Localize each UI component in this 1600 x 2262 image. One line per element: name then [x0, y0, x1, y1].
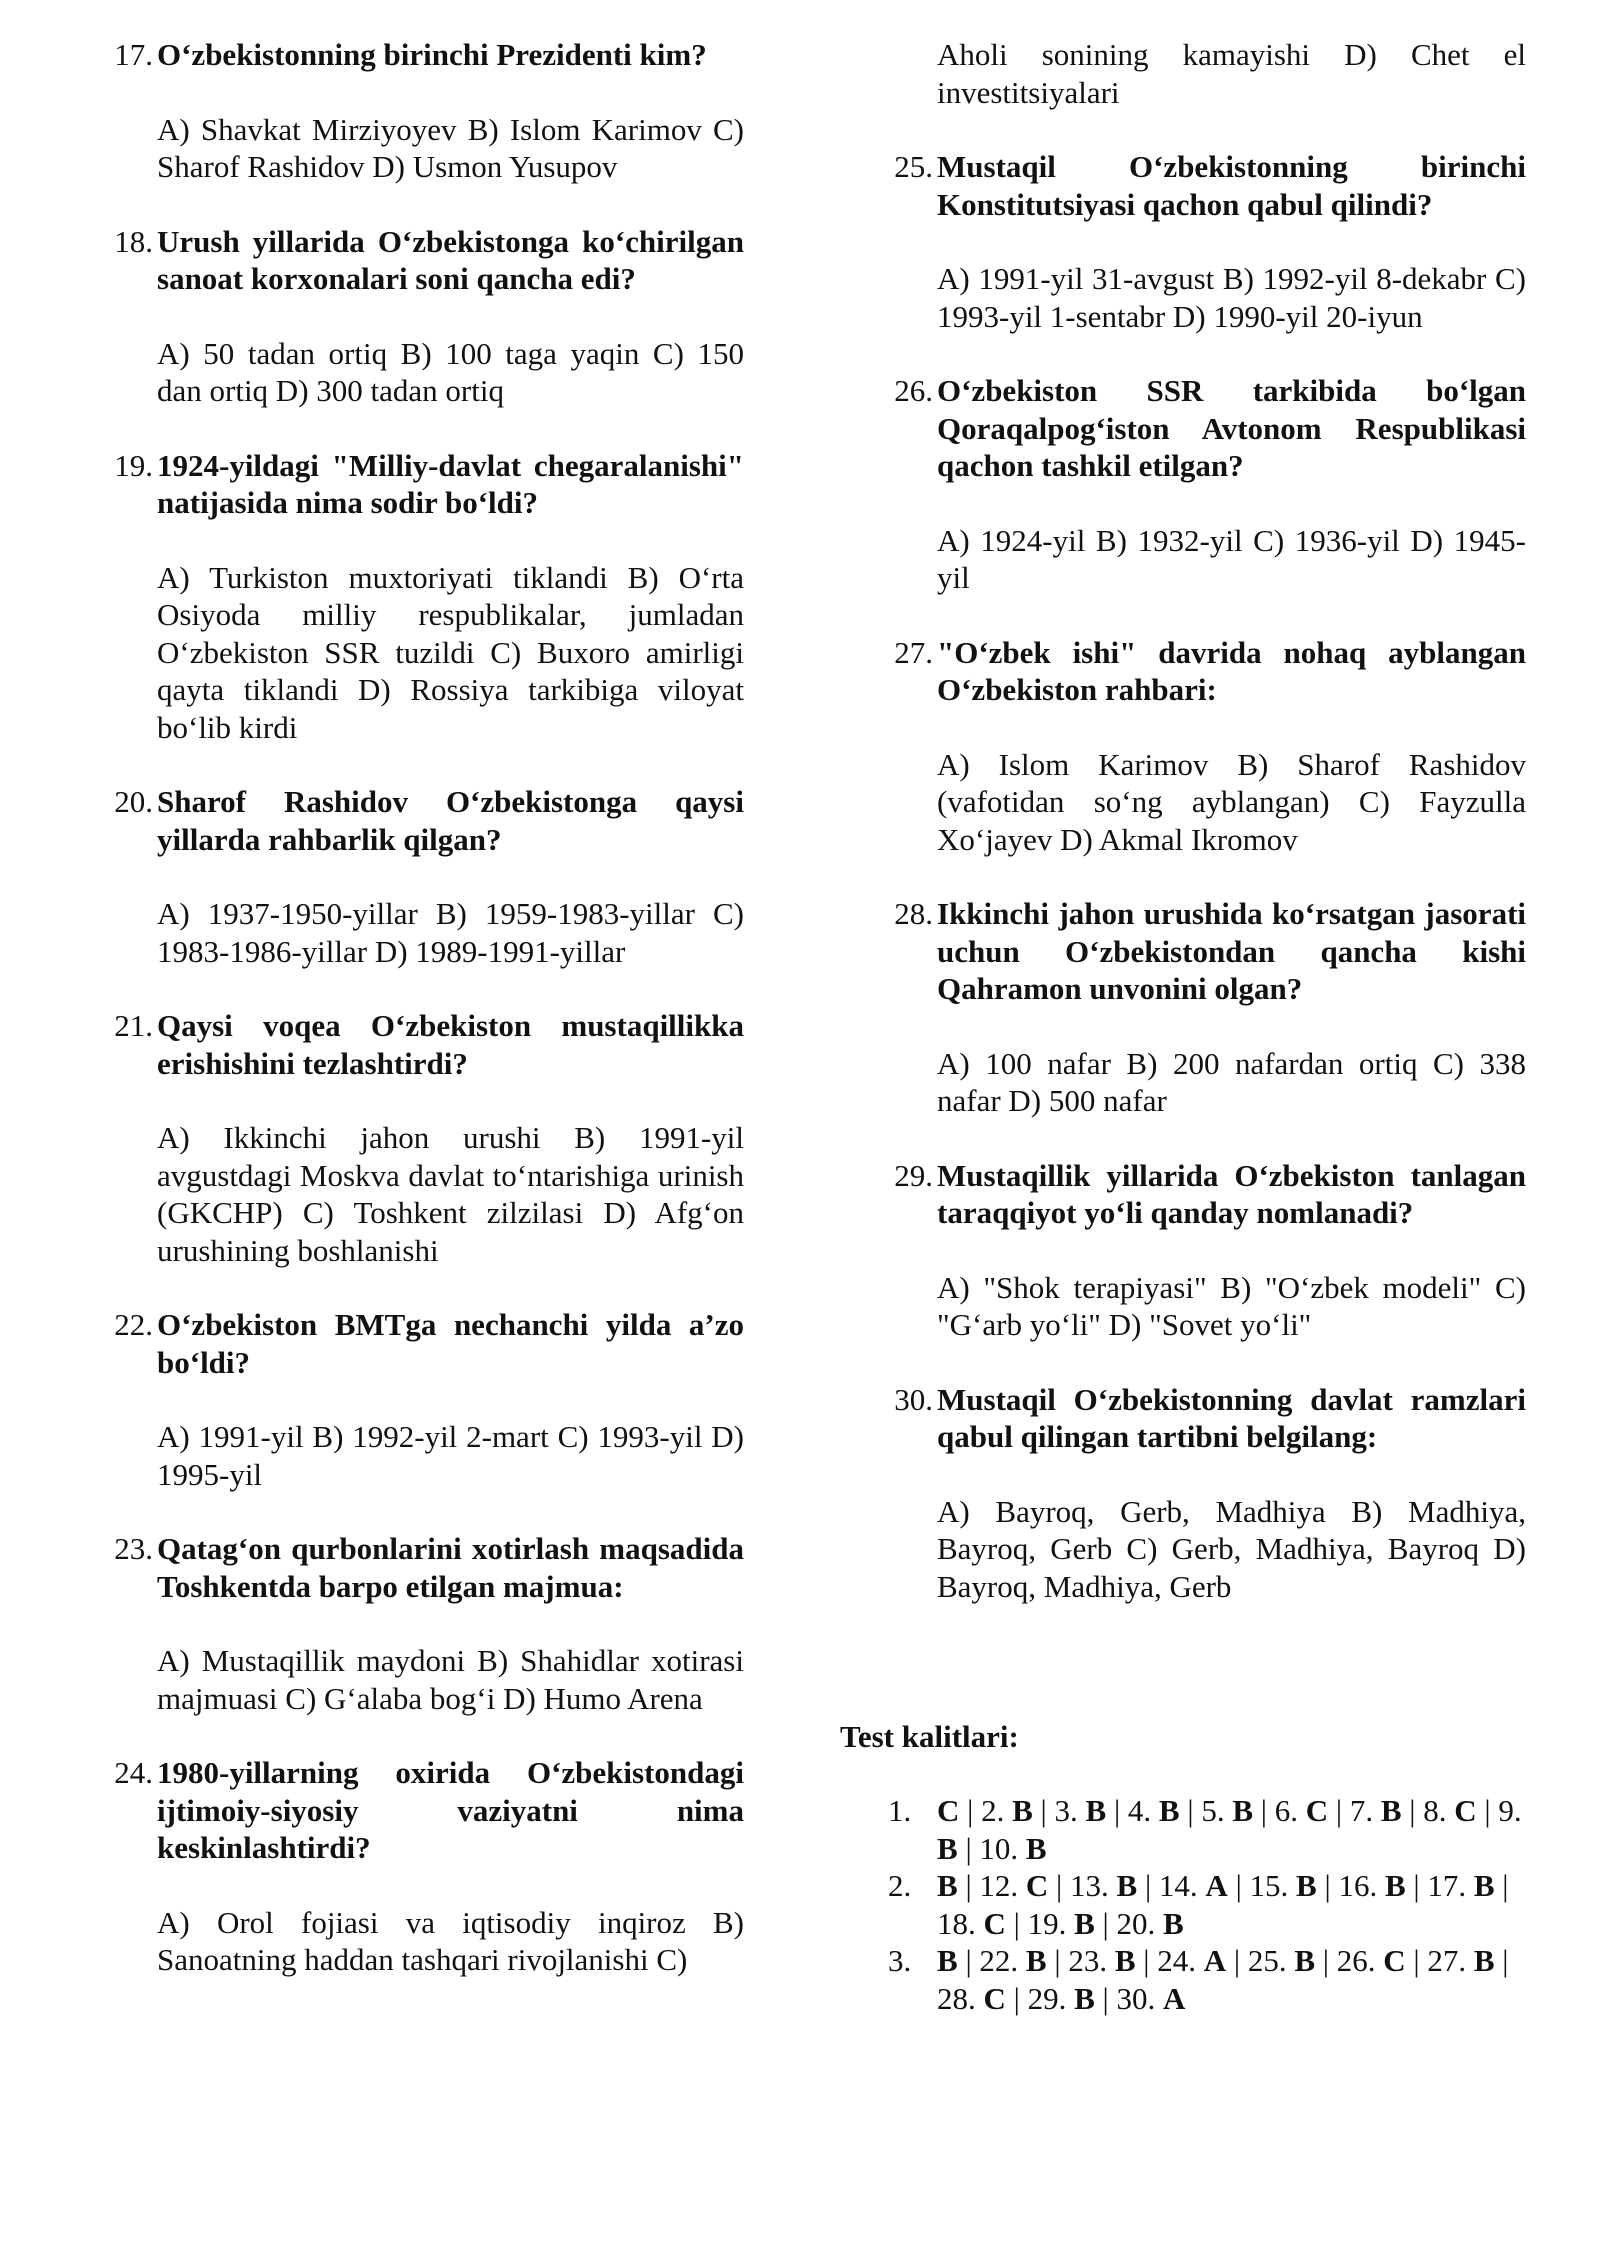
answer-key-question-number: 16. — [1338, 1868, 1378, 1903]
answer-key-question-number: 17. — [1427, 1868, 1467, 1903]
question-item — [104, 1754, 744, 1979]
answer-key-question-number: 19. — [1027, 1905, 1067, 1941]
answer-key-letter: C — [1025, 1868, 1049, 1903]
answer-key-letter: B — [937, 1830, 958, 1866]
question-number: 24. — [114, 1755, 153, 1790]
question-body — [157, 447, 744, 747]
question-number: 19. — [114, 447, 153, 483]
answer-key-letter: B — [1116, 1868, 1138, 1903]
question-body — [937, 1381, 1526, 1606]
question-body — [937, 1157, 1526, 1344]
answer-key-question-number: 8. — [1423, 1793, 1447, 1828]
question-text: "O‘zbek ishi" davrida nohaq ayblangan O‘zbekiston rahbari: — [937, 634, 1526, 707]
answer-key-question-number: 18. — [937, 1905, 976, 1941]
question-options: A) Orol fojiasi va iqtisodiy inqiroz B) Sanoatning haddan tashqari rivojlanishi C) — [157, 1904, 744, 1977]
answer-key-question-number: 9. — [1498, 1793, 1522, 1828]
question-number: 20. — [114, 784, 153, 819]
question-text: Mustaqil O‘zbekistonning birinchi Konstitutsiyasi qachon qabul qilindi? — [937, 149, 1526, 222]
answer-key-question-number: 25. — [1247, 1943, 1287, 1978]
answer-key-letter: B — [937, 1868, 958, 1903]
question-options: A) Ikkinchi jahon urushi B) 1991-yil avgustdagi Moskva davlat to‘ntarishiga urinish (GKCHP) C) Toshkent zilzilasi D) Afg‘on urushining boshlanishi — [157, 1120, 744, 1268]
answer-key-letter: B — [1384, 1868, 1406, 1903]
question-body — [157, 783, 744, 970]
question-text: Urush yillarida O‘zbekistonga ko‘chirilgan sanoat korxonalari soni qancha edi? — [157, 223, 744, 296]
answer-key-letter: B — [1012, 1793, 1033, 1828]
answer-key-row-number: 3. — [888, 1943, 912, 1978]
question-number: 23. — [114, 1531, 153, 1566]
answer-key-question-number: 30. — [1116, 1980, 1156, 2016]
question-options: A) 1937-1950-yillar B) 1959-1983-yillar C) 1983-1986-yillar D) 1989-1991-yillar — [157, 896, 744, 969]
question-text: Mustaqil O‘zbekistonning davlat ramzlari qabul qilingan tartibni belgilang: — [937, 1381, 1526, 1454]
answer-key-question-number: 29. — [1027, 1980, 1067, 2016]
answer-key-letter: B — [1074, 1980, 1095, 2016]
question-number: 22. — [114, 1307, 153, 1342]
answer-key-letter: B — [1025, 1830, 1047, 1866]
answer-key-letter: C — [1305, 1793, 1329, 1828]
question-text: Qaysi voqea O‘zbekiston mustaqillikka erishishini tezlashtirdi? — [157, 1008, 744, 1081]
answer-key-letter: B — [1473, 1943, 1495, 1978]
question-body — [937, 148, 1526, 335]
answer-key-letter: A — [1163, 1980, 1186, 2016]
question-body — [157, 223, 744, 410]
question-item — [104, 223, 744, 410]
question-item — [884, 1381, 1526, 1606]
question-item — [104, 1530, 744, 1717]
question-item — [104, 1007, 744, 1269]
question-body — [157, 1306, 744, 1493]
answer-key-question-number: 28. — [937, 1980, 976, 2016]
question-options: A) 50 tadan ortiq B) 100 taga yaqin C) 150 dan ortiq D) 300 tadan ortiq — [157, 335, 744, 408]
answer-key-row-number: 1. — [888, 1793, 912, 1828]
answer-key-question-number: 2. — [981, 1793, 1005, 1828]
answer-key-question-number: 22. — [979, 1943, 1019, 1978]
answer-key-question-number: 4. — [1127, 1793, 1152, 1828]
question-options: A) Mustaqillik maydoni B) Shahidlar xotirasi majmuasi C) G‘alaba bog‘i D) Humo Arena — [157, 1643, 744, 1716]
question-options: A) 1991-yil 31-avgust B) 1992-yil 8-dekabr C) 1993-yil 1-sentabr D) 1990-yil 20-iyun — [937, 261, 1526, 334]
right-column — [884, 36, 1526, 1642]
answer-key-question-number: 13. — [1070, 1868, 1109, 1903]
right-question-list — [884, 148, 1526, 1605]
question-options: A) 1991-yil B) 1992-yil 2-mart C) 1993-yil D) 1995-yil — [157, 1419, 744, 1492]
answer-key-row — [884, 1942, 1526, 2017]
question-item — [884, 895, 1526, 1120]
answer-key-question-number: 24. — [1157, 1943, 1196, 1978]
question-options: A) 100 nafar B) 200 nafardan ortiq C) 338 nafar D) 500 nafar — [937, 1045, 1526, 1118]
question-number: 27. — [894, 634, 933, 670]
answer-key-letter: C — [1454, 1793, 1477, 1828]
question-options: A) "Shok terapiyasi" B) "O‘zbek modeli" C) "G‘arb yo‘li" D) "Sovet yo‘li" — [937, 1269, 1526, 1342]
question-options: A) Bayroq, Gerb, Madhiya B) Madhiya, Bayroq, Gerb C) Gerb, Madhiya, Bayroq D) Bayroq, Madhiya, Gerb — [937, 1493, 1526, 1604]
question-options: A) Turkiston muxtoriyati tiklandi B) O‘rta Osiyoda milliy respublikalar, jumladan O‘zbekiston SSR tuzildi C) Buxoro amirligi qayta tiklandi D) Rossiya tarkibiga viloyat bo‘lib kirdi — [157, 559, 744, 745]
question-24-options-continued: Aholi sonining kamayishi D) Chet el investitsiyalari — [937, 37, 1526, 110]
question-body — [937, 895, 1526, 1120]
question-body — [157, 1754, 744, 1979]
question-number: 29. — [894, 1157, 933, 1193]
question-text: Sharof Rashidov O‘zbekistonga qaysi yillarda rahbarlik qilgan? — [157, 784, 744, 857]
question-text: Mustaqillik yillarida O‘zbekiston tanlagan taraqqiyot yo‘li qanday nomlanadi? — [937, 1157, 1526, 1230]
question-number: 17. — [114, 37, 153, 72]
left-column — [104, 36, 744, 2016]
question-options: A) 1924-yil B) 1932-yil C) 1936-yil D) 1945-yil — [937, 522, 1526, 595]
question-options: A) Shavkat Mirziyoyev B) Islom Karimov C) Sharof Rashidov D) Usmon Yusupov — [157, 111, 744, 184]
answer-key-letter: C — [983, 1905, 1006, 1941]
question-text: O‘zbekistonning birinchi Prezidenti kim? — [157, 37, 707, 72]
answer-key-letter: A — [1205, 1868, 1228, 1903]
answer-key-question-number: 7. — [1349, 1793, 1374, 1828]
question-number: 21. — [114, 1008, 153, 1043]
answer-key-letter: B — [1025, 1943, 1047, 1978]
answer-key-letter: C — [937, 1793, 960, 1828]
question-number: 25. — [894, 149, 933, 184]
question-body — [937, 634, 1526, 859]
question-text: O‘zbekiston BMTga nechanchi yilda a’zo bo‘ldi? — [157, 1307, 744, 1380]
answer-key-letter: B — [1114, 1943, 1136, 1978]
question-number: 30. — [894, 1381, 933, 1417]
answer-key-question-number: 12. — [979, 1868, 1019, 1903]
answer-key-letter: B — [1294, 1943, 1316, 1978]
answer-key-row-items: B | 12. C | 13. B | 14. A | 15. B | 16. B | 17. B | 18. C | 19. B | 20. B — [937, 1868, 1509, 1941]
answer-key-letter: B — [1232, 1793, 1254, 1828]
answer-key-question-number: 20. — [1116, 1905, 1156, 1941]
answer-key-row — [884, 1867, 1526, 1942]
answer-key-row — [884, 1792, 1526, 1867]
question-text: O‘zbekiston SSR tarkibida bo‘lgan Qoraqalpog‘iston Avtonom Respublikasi qachon tashkil etilgan? — [937, 373, 1526, 483]
answer-key-question-number: 23. — [1068, 1943, 1108, 1978]
answer-key-title: Test kalitlari: — [840, 1719, 1019, 1754]
question-body — [157, 1530, 744, 1717]
question-options: A) Islom Karimov B) Sharof Rashidov (vafotidan so‘ng ayblangan) C) Fayzulla Xo‘jayev D) Akmal Ikromov — [937, 746, 1526, 857]
question-item — [884, 372, 1526, 597]
answer-key-letter: B — [1473, 1868, 1495, 1903]
answer-key-letter: B — [1380, 1793, 1402, 1828]
question-text: Ikkinchi jahon urushida ko‘rsatgan jasorati uchun O‘zbekistondan qancha kishi Qahramon unvonini olgan? — [937, 896, 1526, 1006]
question-text: Qatag‘on qurbonlarini xotirlash maqsadida Toshkentda barpo etilgan majmua: — [157, 1531, 744, 1604]
answer-key-question-number: 3. — [1054, 1793, 1078, 1828]
answer-key-question-number: 27. — [1427, 1943, 1467, 1978]
answer-key-question-number: 10. — [979, 1830, 1019, 1866]
answer-key-letter: A — [1203, 1943, 1227, 1978]
answer-key-row-items: C | 2. B | 3. B | 4. B | 5. B | 6. C | 7. B | 8. C | 9. B | 10. B — [937, 1793, 1522, 1866]
answer-key-letter: C — [1383, 1943, 1406, 1978]
answer-key-letter: B — [1158, 1793, 1180, 1828]
question-item — [884, 1157, 1526, 1344]
answer-key-letter: B — [1085, 1793, 1107, 1828]
question-item — [884, 634, 1526, 859]
answer-key-letter: B — [1074, 1905, 1095, 1941]
answer-key-letter: C — [983, 1980, 1006, 2016]
question-text: 1980-yillarning oxirida O‘zbekistondagi ijtimoiy-siyosiy vaziyatni nima keskinlashtirdi? — [157, 1755, 744, 1865]
answer-key-question-number: 26. — [1336, 1943, 1376, 1978]
question-body — [157, 36, 744, 186]
question-item — [104, 447, 744, 747]
question-item — [104, 1306, 744, 1493]
question-item — [104, 36, 744, 186]
question-number: 18. — [114, 223, 153, 259]
answer-key-list — [884, 1792, 1526, 2017]
answer-key-letter: B — [1296, 1868, 1317, 1903]
question-number: 26. — [894, 373, 933, 408]
question-body — [937, 372, 1526, 597]
answer-key-question-number: 15. — [1249, 1868, 1289, 1903]
question-number: 28. — [894, 896, 933, 931]
answer-key-question-number: 14. — [1158, 1868, 1198, 1903]
question-text: 1924-yildagi "Milliy-davlat chegaralanishi" natijasida nima sodir bo‘ldi? — [157, 447, 744, 520]
question-body — [157, 1007, 744, 1269]
answer-key-question-number: 6. — [1274, 1793, 1298, 1828]
answer-key-letter: B — [937, 1943, 958, 1978]
answer-key-question-number: 5. — [1201, 1793, 1225, 1828]
question-item — [104, 783, 744, 970]
answer-key-row-items: B | 22. B | 23. B | 24. A | 25. B | 26. C | 27. B | 28. C | 29. B | 30. A — [937, 1943, 1509, 2016]
answer-key-letter: B — [1163, 1905, 1184, 1941]
answer-key-row-number: 2. — [888, 1868, 912, 1903]
question-item — [884, 148, 1526, 335]
